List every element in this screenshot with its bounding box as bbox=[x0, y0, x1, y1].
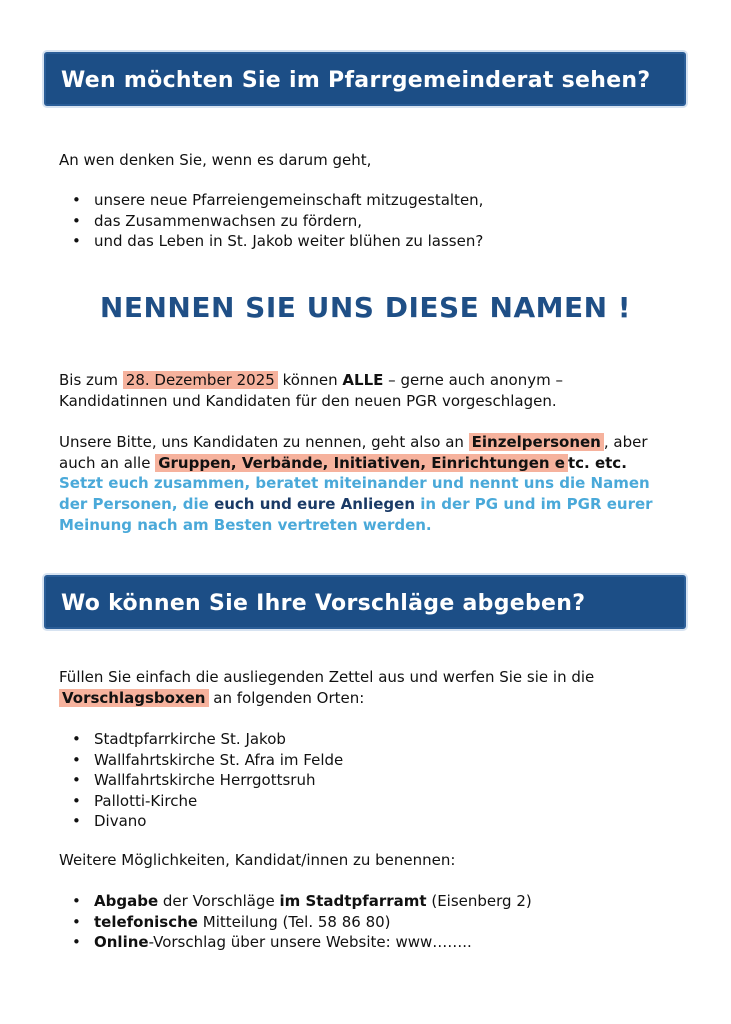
section-title: Wen möchten Sie im Pfarrgemeinderat sehen? bbox=[61, 68, 651, 93]
request-paragraph: Unsere Bitte, uns Kandidaten zu nennen, geht also an Einzelpersonen , aber auch an alle Gruppen, Verbände, Initiativen, Einrichtungen e tc. etc. bbox=[59, 433, 648, 472]
section-title: Wo können Sie Ihre Vorschläge abgeben? bbox=[61, 591, 586, 616]
list-item: • unsere neue Pfarreiengemeinschaft mitzugestalten, bbox=[59, 190, 483, 211]
goals-list bbox=[59, 190, 483, 252]
list-item: • und das Leben in St. Jakob weiter blühen zu lassen? bbox=[59, 231, 483, 252]
section-banner-candidates bbox=[44, 52, 686, 106]
list-item: • Wallfahrtskirche St. Afra im Felde bbox=[59, 750, 343, 771]
submission-intro: Füllen Sie einfach die ausliegenden Zettel aus und werfen Sie sie in die Vorschlagsboxen an folgenden Orten: bbox=[59, 668, 595, 707]
list-item: • Pallotti-Kirche bbox=[59, 791, 343, 812]
list-item: • Stadtpfarrkirche St. Jakob bbox=[59, 729, 343, 750]
appeal-paragraph: Setzt euch zusammen, beratet miteinander und nennt uns die Namen der Personen, die euch und eure Anliegen in der PG und im PGR eurer Meinung nach am Besten vertreten werden. bbox=[59, 474, 653, 534]
list-item: • das Zusammenwachsen zu fördern, bbox=[59, 211, 483, 232]
list-item: • Divano bbox=[59, 811, 343, 832]
list-item: • Wallfahrtskirche Herrgottsruh bbox=[59, 770, 343, 791]
list-item: • Abgabe der Vorschläge im Stadtpfarramt (Eisenberg 2) bbox=[59, 891, 532, 912]
highlight-boxes: Vorschlagsboxen bbox=[59, 689, 209, 707]
more-options-intro: Weitere Möglichkeiten, Kandidat/innen zu benennen: bbox=[59, 851, 456, 869]
headline: NENNEN SIE UNS DIESE NAMEN ! bbox=[99, 291, 632, 324]
list-item: • telefonische Mitteilung (Tel. 58 86 80) bbox=[59, 912, 532, 933]
locations-list bbox=[59, 729, 343, 832]
deadline-date: 28. Dezember 2025 bbox=[123, 371, 278, 389]
highlight-groups: Gruppen, Verbände, Initiativen, Einrichtungen e bbox=[155, 454, 568, 472]
list-item: • Online-Vorschlag über unsere Website: www…….. bbox=[59, 932, 532, 953]
options-list bbox=[59, 891, 532, 953]
deadline-paragraph: Bis zum 28. Dezember 2025 können ALLE – gerne auch anonym – Kandidatinnen und Kandidaten für den neuen PGR vorgeschlagen. bbox=[59, 371, 563, 410]
intro-text: An wen denken Sie, wenn es darum geht, bbox=[59, 151, 372, 169]
section-banner-submission bbox=[44, 575, 686, 629]
highlight-individuals: Einzelpersonen bbox=[469, 433, 604, 451]
